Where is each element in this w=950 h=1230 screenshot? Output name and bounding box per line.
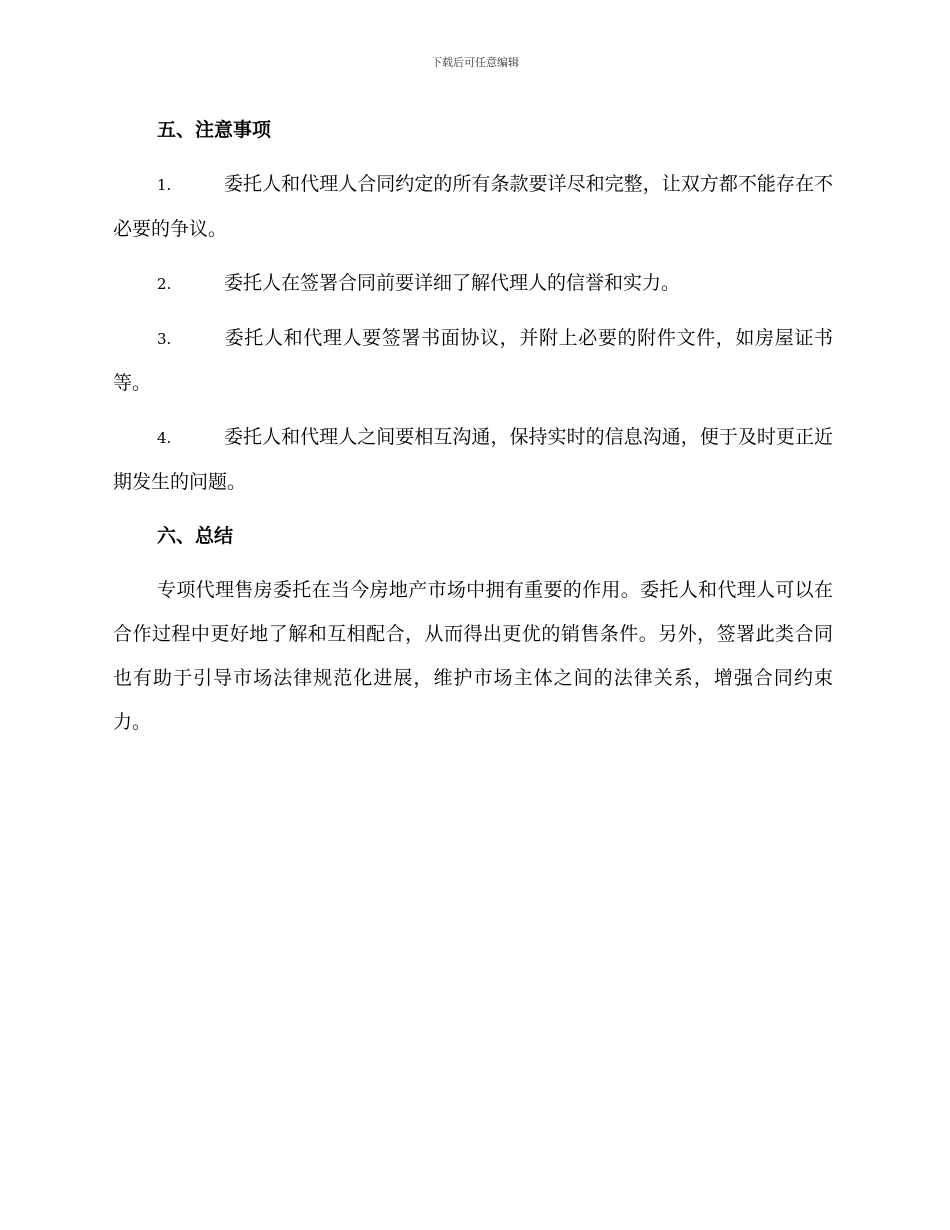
summary-paragraph: 专项代理售房委托在当今房地产市场中拥有重要的作用。委托人和代理人可以在合作过程中更好地了解和互相配合，从而得出更优的销售条件。另外，签署此类合同也有助于引导市场法律规范化进展，维护市场主体之间的法律关系，增强合同约束力。 (113, 579, 833, 733)
list-item (113, 162, 833, 251)
section-5-heading: 五、注意事项 (157, 119, 272, 141)
list-item (113, 261, 833, 306)
list-item (113, 415, 833, 504)
section-6-heading: 六、总结 (157, 525, 234, 547)
list-item-number: 1. (157, 176, 172, 194)
list-item-text: 委托人和代理人要签署书面协议，并附上必要的附件文件，如房屋证书等。 (113, 327, 833, 394)
list-item-number: 3. (157, 330, 172, 348)
list-item-number: 2. (157, 275, 172, 293)
list-item-number: 4. (157, 429, 172, 447)
list-item-text: 委托人和代理人之间要相互沟通，保持实时的信息沟通，便于及时更正近期发生的问题。 (113, 426, 833, 493)
list-item (113, 316, 833, 405)
page-header: 下载后可任意编辑 (431, 56, 519, 69)
document-body (113, 108, 833, 744)
list-item-text: 委托人在签署合同前要详细了解代理人的信誉和实力。 (224, 272, 681, 294)
list-item-text: 委托人和代理人合同约定的所有条款要详尽和完整，让双方都不能存在不必要的争议。 (113, 173, 833, 240)
